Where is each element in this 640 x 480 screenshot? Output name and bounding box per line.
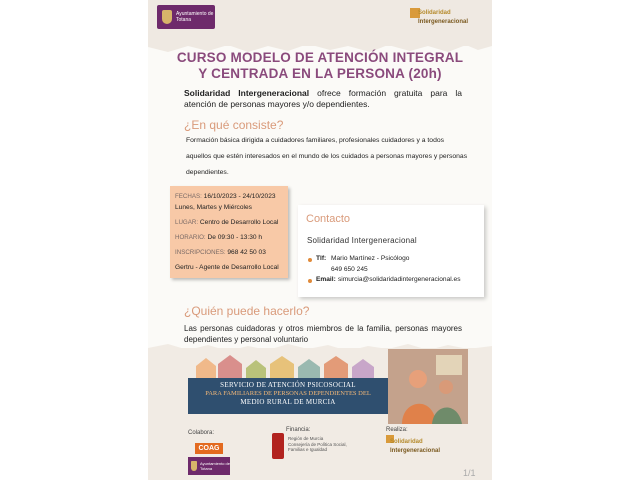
totana-footer-logo: [188, 457, 230, 475]
totana-logo: [157, 5, 215, 29]
murcia-logo-text: Región de Murcia Consejería de Política Social, Familias e Igualdad: [288, 436, 347, 452]
tlf-name: Mario Martínez - Psicólogo: [331, 255, 410, 262]
region-murcia-logo: [272, 433, 348, 461]
who-text: Las personas cuidadoras y otros miembros de la familia, personas mayores dependientes y personal voluntario: [184, 324, 462, 344]
horario-de: De: [207, 234, 216, 241]
intro-text: ofrece formación gratuita para la atención de personas mayores y/o dependientes.: [184, 88, 462, 109]
horario-label: HORARIO:: [175, 234, 206, 241]
lugar-label: LUGAR:: [175, 219, 199, 226]
lugar-value: Centro de Desarrollo Local: [199, 219, 279, 226]
contact-heading: Contacto: [306, 213, 351, 225]
horario-value: 09:30 - 13:30 h: [217, 234, 263, 241]
info-box: [170, 186, 288, 278]
inscripciones-label: INSCRIPCIONES:: [175, 249, 226, 256]
email-label: Email:: [316, 276, 336, 283]
fechas-label: FECHAS:: [175, 193, 202, 200]
phone-bullet-icon: [308, 258, 312, 262]
banner-line1: SERVICIO DE ATENCIÓN PSICOSOCIAL: [220, 381, 356, 389]
totana-logo-text: Ayuntamiento de Totana: [176, 11, 214, 23]
totana-footer-shield-icon: [191, 461, 197, 471]
course-title: [148, 50, 492, 82]
flyer-page: [148, 0, 492, 480]
who-heading: ¿Quién puede hacerlo?: [184, 304, 310, 318]
coag-logo: COAG: [195, 443, 223, 454]
banner-line2: PARA FAMILIARES DE PERSONAS DEPENDIENTES DEL: [205, 390, 371, 397]
fechas-value: 16/10/2023 - 24/10/2023: [203, 193, 276, 200]
financia-label: Financia:: [286, 427, 311, 433]
totana-footer-logo-text: Ayuntamiento de Totana: [200, 461, 230, 471]
caregiver-illustration: [388, 349, 468, 424]
email-bullet-icon: [308, 279, 312, 283]
murcia-crest-icon: [272, 433, 284, 459]
solidaridad-footer-line1: Solidaridad: [390, 439, 423, 445]
email-value[interactable]: simurcia@solidaridadintergeneracional.es: [338, 276, 461, 283]
course-title-line2: Y CENTRADA EN LA PERSONA (20h): [198, 66, 442, 81]
contacto-agente: Gertru - Agente de Desarrollo Local: [175, 264, 279, 271]
totana-shield-icon: [162, 10, 172, 24]
houses-illustration: [188, 352, 388, 380]
solidaridad-footer-logo: [386, 433, 454, 459]
solidaridad-logo-line1: Solidaridad: [418, 10, 451, 16]
what-heading: ¿En qué consiste?: [184, 118, 284, 132]
solidaridad-logo-line2: Intergeneracional: [418, 19, 469, 25]
page-number: 1/1: [463, 468, 476, 478]
what-text: Formación básica dirigida a cuidadores familiares, profesionales cuidadores y a todos aquellos que estén interesados en el mundo de los cuidados a personas mayores y personas dependientes.: [186, 137, 468, 176]
intro-org: Solidaridad Intergeneracional: [184, 88, 310, 98]
inscripciones-value: 968 42 50 03: [227, 249, 266, 256]
realiza-label: Realiza:: [386, 427, 408, 433]
colabora-label: Colabora:: [188, 430, 215, 436]
dias-value: Lunes, Martes y Miércoles: [175, 204, 252, 211]
solidaridad-footer-line2: Intergeneracional: [390, 448, 441, 454]
contact-card: [298, 205, 484, 297]
tlf-label: Tlf:: [316, 255, 327, 262]
banner-line3: MEDIO RURAL DE MURCIA: [240, 398, 336, 406]
service-banner: [188, 378, 388, 414]
contact-org: Solidaridad Intergeneracional: [307, 236, 417, 245]
intro-paragraph: [184, 88, 462, 110]
solidaridad-logo: [410, 8, 484, 30]
tlf-number: 649 650 245: [331, 266, 368, 273]
course-title-line1: CURSO MODELO DE ATENCIÓN INTEGRAL: [176, 50, 464, 65]
